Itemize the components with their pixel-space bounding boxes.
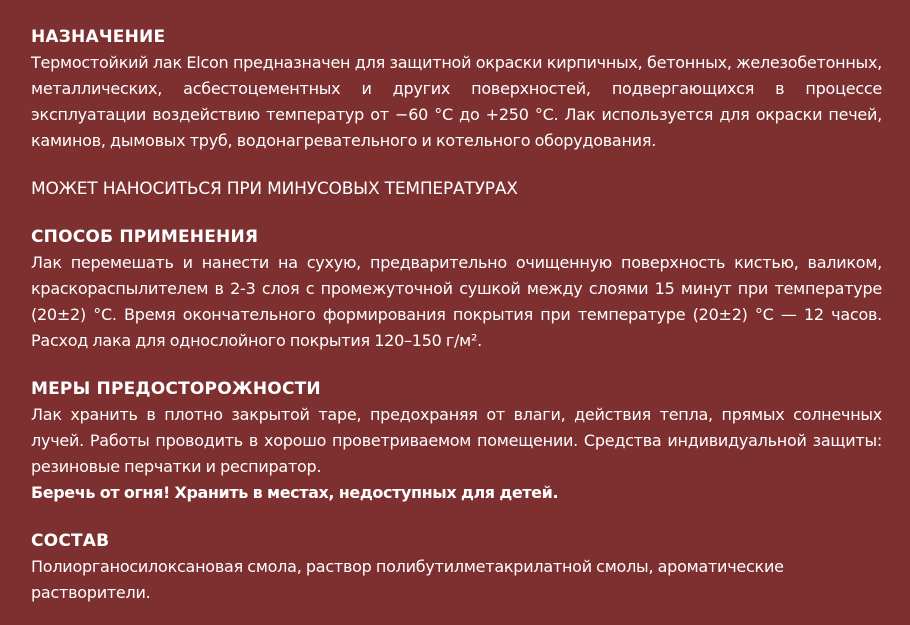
- application-heading: СПОСОБ ПРИМЕНЕНИЯ: [31, 227, 259, 247]
- application-text: Лак перемешать и нанести на сухую, предварительно очищенную поверхность кистью, валиком, краскораспылителем в 2-3 слоя с промежуточной сушкой между слоями 15 минут при температуре (20±2) °C. Время окончательного формирования покрытия при температуре (20±2) °C — 12 часов. Расход лака для однослойного покрытия 120–150 г/м².: [31, 253, 882, 350]
- composition-heading: СОСТАВ: [31, 531, 110, 551]
- fire-safety-warning: Беречь от огня! Хранить в местах, недоступных для детей.: [31, 483, 559, 502]
- purpose-section: [31, 24, 882, 154]
- purpose-heading: НАЗНАЧЕНИЕ: [31, 27, 166, 47]
- product-info-sheet: [31, 24, 882, 606]
- sub-zero-application-notice: МОЖЕТ НАНОСИТЬСЯ ПРИ МИНУСОВЫХ ТЕМПЕРАТУРАХ: [31, 179, 518, 199]
- purpose-text: Термостойкий лак Elcon предназначен для защитной окраски кирпичных, бетонных, железобетонных, металлических, асбестоцементных и других поверхностей, подвергающихся в процессе эксплуатации воздействию температур от −60 °C до +250 °C. Лак используется для окраски печей, каминов, дымовых труб, водонагревательного и котельного оборудования.: [31, 53, 882, 150]
- application-section: [31, 224, 882, 354]
- composition-text: Полиорганосилоксановая смола, раствор полибутилметакрилатной смолы, ароматические растворители.: [31, 557, 784, 602]
- precautions-heading: МЕРЫ ПРЕДОСТОРОЖНОСТИ: [31, 379, 321, 399]
- precautions-section: [31, 376, 882, 506]
- composition-section: [31, 528, 882, 606]
- precautions-text: Лак хранить в плотно закрытой таре, предохраняя от влаги, действия тепла, прямых солнечных лучей. Работы проводить в хорошо проветриваемом помещении. Средства индивидуальной защиты: резиновые перчатки и респиратор.: [31, 405, 882, 476]
